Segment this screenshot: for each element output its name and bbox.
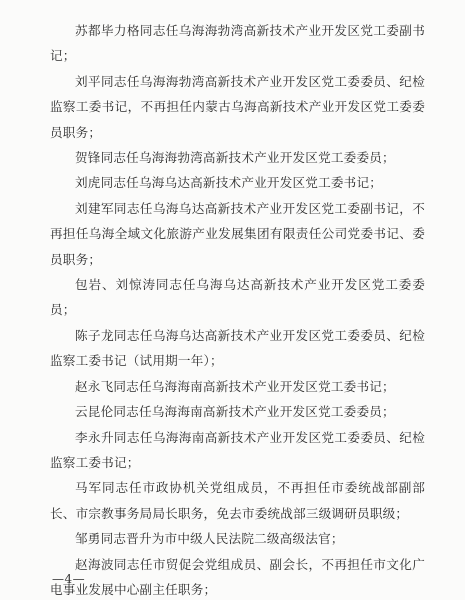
appointment-paragraph: 刘平同志任乌海海勃湾高新技术产业开发区党工委委员、纪检监察工委书记，不再担任内蒙古乌海高新技术产业开发区党工委委员职务； (50, 73, 425, 140)
appointment-paragraph: 马军同志任市政协机关党组成员，不再担任市委统战部副部长、市宗教事务局局长职务，免去市委统战部三级调研员职级； (50, 480, 425, 521)
appointment-paragraph: 邹勇同志晋升为市中级人民法院二级高级法官； (75, 531, 344, 547)
appointment-paragraph: 刘建军同志任乌海乌达高新技术产业开发区党工委副书记，不再担任乌海全域文化旅游产业发展集团有限责任公司党委书记、委员职务； (50, 200, 425, 267)
page-number: —4— (52, 572, 86, 586)
appointment-paragraph: 赵海波同志任市贸促会党组成员、副会长，不再担任市文化广电事业发展中心副主任职务； (50, 556, 425, 597)
document-body (50, 18, 425, 602)
appointment-paragraph: 李永升同志任乌海海南高新技术产业开发区党工委委员、纪检监察工委书记； (50, 429, 425, 470)
appointment-paragraph: 贺锋同志任乌海海勃湾高新技术产业开发区党工委委员； (75, 150, 395, 166)
appointment-paragraph: 苏都毕力格同志任乌海海勃湾高新技术产业开发区党工委副书记； (50, 23, 425, 64)
appointment-paragraph: 云昆伦同志任乌海海南高新技术产业开发区党工委委员； (75, 404, 395, 420)
appointment-paragraph: 陈子龙同志任乌海乌达高新技术产业开发区党工委委员、纪检监察工委书记（试用期一年）； (50, 327, 425, 369)
appointment-paragraph: 赵永飞同志任乌海海南高新技术产业开发区党工委书记； (75, 378, 395, 394)
appointment-paragraph: 包岩、刘惊涛同志任乌海乌达高新技术产业开发区党工委委员； (50, 277, 425, 318)
appointment-paragraph: 刘虎同志任乌海乌达高新技术产业开发区党工委书记； (75, 175, 383, 191)
